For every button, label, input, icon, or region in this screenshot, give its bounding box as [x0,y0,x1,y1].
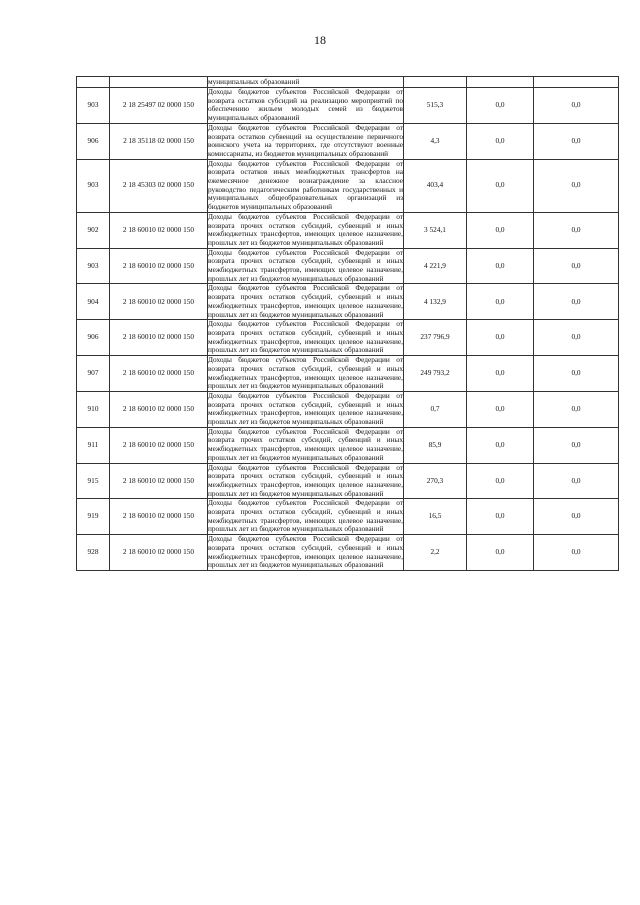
amount-cell-2: 0,0 [467,356,534,392]
admin-code-cell: 919 [77,499,110,535]
table-row [77,123,619,159]
admin-code-cell: 907 [77,356,110,392]
income-name-cell: Доходы бюджетов субъектов Российской Федерации от возврата прочих остатков субсидий, субвенций и иных межбюджетных трансфертов, имеющих целевое назначение, прошлых лет из бюджетов муниципальных образований [208,390,403,427]
amount-cell-3: 0,0 [534,212,619,248]
budget-code-cell: 2 18 35118 02 0000 150 [110,123,208,159]
amount-cell-1: 249 793,2 [404,356,467,392]
admin-code-cell: 928 [77,535,110,571]
table-row [77,88,619,124]
amount-cell-3 [534,77,619,88]
amount-cell-1: 403,4 [404,159,467,212]
amount-cell-2: 0,0 [467,535,534,571]
table-row [77,427,619,463]
amount-cell-3: 0,0 [534,499,619,535]
table-row [77,248,619,284]
table-row [77,159,619,212]
admin-code-cell: 906 [77,320,110,356]
amount-cell-2: 0,0 [467,320,534,356]
amount-cell-1 [404,77,467,88]
income-name-cell: Доходы бюджетов субъектов Российской Федерации от возврата прочих остатков субсидий, субвенций и иных межбюджетных трансфертов, имеющих целевое назначение, прошлых лет из бюджетов муниципальных образований [208,283,403,319]
income-name-cell: Доходы бюджетов субъектов Российской Федерации от возврата прочих остатков субсидий, субвенций и иных межбюджетных трансфертов, имеющих целевое назначение, прошлых лет из бюджетов муниципальных образований [208,319,403,355]
income-name-cell: Доходы бюджетов субъектов Российской Федерации от возврата прочих остатков субсидий, субвенций и иных межбюджетных трансфертов, имеющих целевое назначение, прошлых лет из бюджетов муниципальных образований [208,426,403,462]
revenue-table [76,76,619,571]
budget-code-cell: 2 18 60010 02 0000 150 [110,499,208,535]
income-name-cell: Доходы бюджетов субъектов Российской Федерации от возврата остатков субсидий на реализацию мероприятий по обеспечению жильем молодых семей из бюджетов муниципальных образований [208,87,403,123]
amount-cell-3: 0,0 [534,356,619,392]
amount-cell-3: 0,0 [534,284,619,320]
budget-code-cell: 2 18 25497 02 0000 150 [110,88,208,124]
budget-code-cell: 2 18 60010 02 0000 150 [110,463,208,499]
amount-cell-3: 0,0 [534,463,619,499]
amount-cell-2: 0,0 [467,88,534,124]
budget-code-cell: 2 18 45303 02 0000 150 [110,159,208,212]
page-number: 18 [314,33,326,47]
amount-cell-2 [467,77,534,88]
amount-cell-1: 16,5 [404,499,467,535]
budget-code-cell: 2 18 60010 02 0000 150 [110,356,208,392]
amount-cell-1: 515,3 [404,88,467,124]
admin-code-cell: 906 [77,123,110,159]
amount-cell-3: 0,0 [534,248,619,284]
table-row [77,356,619,392]
amount-cell-1: 270,3 [404,463,467,499]
admin-code-cell: 903 [77,248,110,284]
amount-cell-3: 0,0 [534,88,619,124]
admin-code-cell: 915 [77,463,110,499]
income-name-cell: Доходы бюджетов субъектов Российской Федерации от возврата прочих остатков субсидий, субвенций и иных межбюджетных трансфертов, имеющих целевое назначение, прошлых лет из бюджетов муниципальных образований [208,247,403,283]
amount-cell-3: 0,0 [534,320,619,356]
amount-cell-2: 0,0 [467,248,534,284]
admin-code-cell: 904 [77,284,110,320]
revenue-table-body [77,77,619,571]
amount-cell-1: 4 221,9 [404,248,467,284]
admin-code-cell: 911 [77,427,110,463]
table-row [77,463,619,499]
admin-code-cell: 910 [77,391,110,427]
amount-cell-1: 3 524,1 [404,212,467,248]
amount-cell-1: 0,7 [404,391,467,427]
amount-cell-2: 0,0 [467,499,534,535]
budget-code-cell: 2 18 60010 02 0000 150 [110,248,208,284]
income-name-cell: Доходы бюджетов субъектов Российской Федерации от возврата прочих остатков субсидий, субвенций и иных межбюджетных трансфертов, имеющих целевое назначение, прошлых лет из бюджетов муниципальных образований [208,462,403,498]
budget-code-cell: 2 18 60010 02 0000 150 [110,212,208,248]
income-name-cell: Доходы бюджетов субъектов Российской Федерации от возврата прочих остатков субсидий, субвенций и иных межбюджетных трансфертов, имеющих целевое назначение, прошлых лет из бюджетов муниципальных образований [208,211,403,247]
budget-code-cell: 2 18 60010 02 0000 150 [110,320,208,356]
amount-cell-2: 0,0 [467,463,534,499]
amount-cell-2: 0,0 [467,212,534,248]
table-row [77,320,619,356]
income-name-cell: Доходы бюджетов субъектов Российской Федерации от возврата прочих остатков субсидий, субвенций и иных межбюджетных трансфертов, имеющих целевое назначение, прошлых лет из бюджетов муниципальных образований [208,534,403,570]
income-name-cell: Доходы бюджетов субъектов Российской Федерации от возврата прочих остатков субсидий, субвенций и иных межбюджетных трансфертов, имеющих целевое назначение, прошлых лет из бюджетов муниципальных образований [208,355,403,391]
amount-cell-3: 0,0 [534,535,619,571]
amount-cell-2: 0,0 [467,391,534,427]
amount-cell-1: 85,9 [404,427,467,463]
amount-cell-3: 0,0 [534,159,619,212]
amount-cell-2: 0,0 [467,427,534,463]
amount-cell-1: 4,3 [404,123,467,159]
table-row [77,391,619,427]
amount-cell-1: 2,2 [404,535,467,571]
admin-code-cell [77,77,110,88]
admin-code-cell: 903 [77,159,110,212]
table-row [77,499,619,535]
budget-code-cell: 2 18 60010 02 0000 150 [110,427,208,463]
budget-code-cell: 2 18 60010 02 0000 150 [110,284,208,320]
amount-cell-2: 0,0 [467,284,534,320]
amount-cell-2: 0,0 [467,123,534,159]
amount-cell-2: 0,0 [467,159,534,212]
budget-code-cell [110,77,208,88]
table-row [77,284,619,320]
income-name-cell: Доходы бюджетов субъектов Российской Федерации от возврата остатков иных межбюджетных трансфертов на ежемесячное денежное вознаграждение за классное руководство педагогическим работникам государственных и муниципальных общеобразовательных организаций из бюджетов муниципальных образований [208,158,403,212]
income-name-cell: муниципальных образований [208,77,404,88]
amount-cell-1: 237 796,9 [404,320,467,356]
table-row [77,212,619,248]
admin-code-cell: 903 [77,88,110,124]
amount-cell-3: 0,0 [534,391,619,427]
income-name-cell: Доходы бюджетов субъектов Российской Федерации от возврата прочих остатков субсидий, субвенций и иных межбюджетных трансфертов, имеющих целевое назначение, прошлых лет из бюджетов муниципальных образований [208,498,403,534]
amount-cell-3: 0,0 [534,427,619,463]
admin-code-cell: 902 [77,212,110,248]
income-name-cell: Доходы бюджетов субъектов Российской Федерации от возврата остатков субвенций на осуществление первичного воинского учета на территориях, где отсутствуют военные комиссариаты, из бюджетов муниципальных образований [208,122,403,158]
amount-cell-3: 0,0 [534,123,619,159]
table-row [77,535,619,571]
continuation-row [77,77,619,88]
budget-code-cell: 2 18 60010 02 0000 150 [110,535,208,571]
amount-cell-1: 4 132,9 [404,284,467,320]
budget-code-cell: 2 18 60010 02 0000 150 [110,391,208,427]
